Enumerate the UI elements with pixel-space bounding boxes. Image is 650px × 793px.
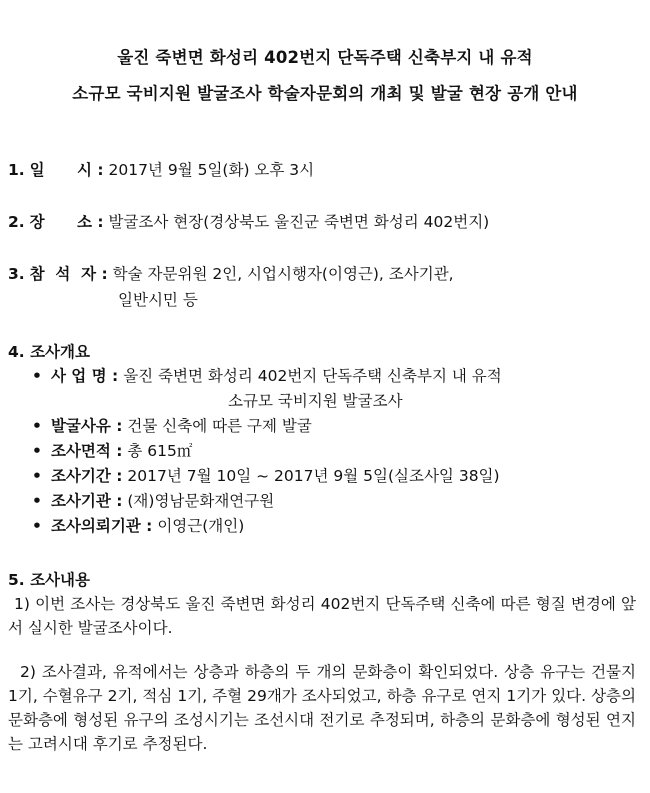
bullet-icon: • bbox=[32, 417, 42, 435]
client-label: 조사의뢰기관 : bbox=[50, 517, 153, 535]
date-label: 일 시 : bbox=[29, 161, 104, 179]
overview-item-project bbox=[32, 364, 502, 386]
content-paragraph-2: 2) 조사결과, 유적에서는 상층과 하층의 두 개의 문화층이 확인되었다. 상층 유구는 건물지 1기, 수혈유구 2기, 적심 1기, 주혈 29개가 조사되었고, 하층 유구로 연지 1기가 있다. 상층의 문화층에 형성된 유구의 조성시기는 조선시대 전기로 추정되며, 하층의 문화층에 형성된 연지는 고려시대 후기로 추정된다. bbox=[8, 663, 636, 753]
project-value-continued: 소규모 국비지원 발굴조사 bbox=[228, 392, 403, 410]
place-row bbox=[8, 210, 489, 232]
attendees-value-continued: 일반시민 등 bbox=[118, 291, 198, 309]
content-paragraph-1: 1) 이번 조사는 경상북도 울진 죽변면 화성리 402번지 단독주택 신축에 따른 형질 변경에 앞서 실시한 발굴조사이다. bbox=[8, 595, 636, 637]
area-value: 총 615㎡ bbox=[127, 442, 193, 460]
content-heading: 5. 조사내용 bbox=[8, 571, 90, 589]
place-number: 2. bbox=[8, 213, 25, 231]
document-title-line-1: 울진 죽변면 화성리 402번지 단독주택 신축부지 내 유적 bbox=[117, 48, 533, 67]
overview-item-client bbox=[32, 514, 244, 536]
place-label: 장 소 : bbox=[29, 213, 104, 231]
area-label: 조사면적 : bbox=[50, 442, 123, 460]
project-label: 사 업 명 : bbox=[50, 367, 119, 385]
attendees-number: 3. bbox=[8, 265, 25, 283]
place-value: 발굴조사 현장(경상북도 울진군 죽변면 화성리 402번지) bbox=[108, 213, 490, 231]
attendees-value: 학술 자문위원 2인, 시업시행자(이영근), 조사기관, bbox=[112, 265, 454, 283]
attendees-label: 참 석 자 : bbox=[29, 265, 108, 283]
period-value: 2017년 7월 10일 ~ 2017년 9월 5일(실조사일 38일) bbox=[127, 467, 500, 485]
bullet-icon: • bbox=[32, 492, 42, 510]
bullet-icon: • bbox=[32, 467, 42, 485]
project-value: 울진 죽변면 화성리 402번지 단독주택 신축부지 내 유적 bbox=[123, 367, 502, 385]
overview-item-reason bbox=[32, 414, 312, 436]
bullet-icon: • bbox=[32, 442, 42, 460]
client-value: 이영근(개인) bbox=[157, 517, 245, 535]
period-label: 조사기간 : bbox=[50, 467, 123, 485]
date-number: 1. bbox=[8, 161, 25, 179]
document-title-line-2: 소규모 국비지원 발굴조사 학술자문회의 개최 및 발굴 현장 공개 안내 bbox=[72, 84, 578, 103]
overview-item-agency bbox=[32, 489, 274, 511]
attendees-row bbox=[8, 262, 454, 284]
date-value: 2017년 9월 5일(화) 오후 3시 bbox=[108, 161, 315, 179]
bullet-icon: • bbox=[32, 517, 42, 535]
overview-item-area bbox=[32, 439, 192, 461]
overview-item-period bbox=[32, 464, 500, 486]
agency-value: (재)영남문화재연구원 bbox=[127, 492, 275, 510]
reason-value: 건물 신축에 따른 구제 발굴 bbox=[127, 417, 312, 435]
overview-heading: 4. 조사개요 bbox=[8, 343, 90, 361]
agency-label: 조사기관 : bbox=[50, 492, 123, 510]
reason-label: 발굴사유 : bbox=[50, 417, 123, 435]
date-row bbox=[8, 158, 314, 180]
bullet-icon: • bbox=[32, 367, 42, 385]
